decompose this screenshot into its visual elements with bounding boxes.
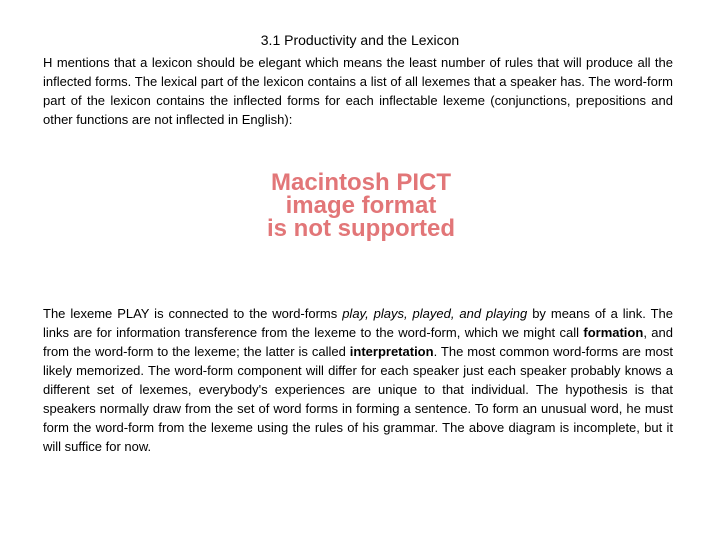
word-forms-italic: play, plays, played, and playing	[342, 306, 528, 321]
paragraph-segment: . The most common word-forms are most likely memorized. The word-form component will differ for each speaker just each speaker probably knows a different set of lexemes, everybody's experiences are unique to that individual. The hypothesis is that speakers normally draw from the set of word forms in forming a sentence. To form an unusual word, he must form the word-form from the lexeme using the rules of his grammar. The above diagram is incomplete, but it will suffice for now.	[43, 344, 673, 454]
term-interpretation: interpretation	[349, 344, 434, 359]
slide-title: 3.1 Productivity and the Lexicon	[260, 32, 460, 48]
placeholder-line-1: Macintosh PICT	[270, 169, 451, 196]
paragraph-segment: , and from the word-form to the lexeme; the latter is called	[43, 325, 673, 359]
term-formation: formation	[583, 325, 644, 340]
placeholder-line-3: is not supported	[267, 215, 455, 242]
unsupported-image-placeholder	[220, 171, 502, 240]
paragraph-segment: The lexeme PLAY is connected to the word-forms	[43, 306, 343, 321]
paragraph-explanation	[43, 304, 673, 456]
placeholder-line-2: image format	[285, 192, 437, 219]
paragraph-segment: by means of a link. The links are for information transference from the lexeme to the word-form, which we might call	[43, 306, 674, 340]
paragraph-intro: H mentions that a lexicon should be elegant which means the least number of rules that will produce all the inflected forms. The lexical part of the lexicon contains a list of all lexemes that a speaker has. The word-form part of the lexicon contains the inflected forms for each inflectable lexeme (conjunctions, prepositions and other functions are not inflected in English):	[43, 55, 673, 127]
